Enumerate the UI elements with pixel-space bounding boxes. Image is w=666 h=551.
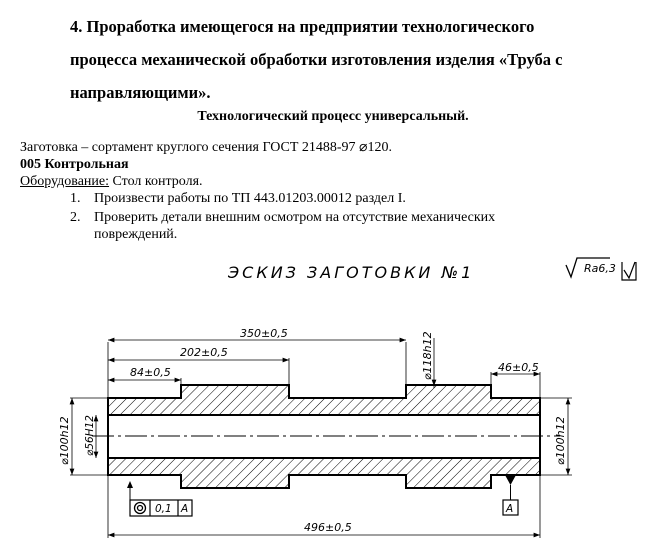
heading-line-1: 4. Проработка имеющегося на предприятии технологического bbox=[70, 17, 535, 36]
roughness-symbol bbox=[566, 258, 636, 280]
section-heading bbox=[70, 10, 660, 109]
dim-46: 46±0,5 bbox=[498, 361, 539, 374]
heading-line-3: направляющими». bbox=[70, 83, 211, 102]
step-2-number: 2. bbox=[70, 210, 81, 225]
dim-84: 84±0,5 bbox=[130, 366, 171, 379]
sketch-title: ЭСКИЗ ЗАГОТОВКИ №1 bbox=[228, 263, 475, 282]
datum-a-marker bbox=[503, 475, 518, 515]
dim-202: 202±0,5 bbox=[180, 346, 228, 359]
tolerance-datum: A bbox=[181, 503, 189, 515]
blank-description: Заготовка – сортамент круглого сечения ГОСТ 21488-97 ⌀120. bbox=[20, 140, 392, 155]
tolerance-value: 0,1 bbox=[155, 503, 172, 515]
heading-line-2: процесса механической обработки изготовления изделия «Труба с bbox=[70, 50, 563, 69]
dim-dia-100-right: ⌀100h12 bbox=[554, 416, 567, 465]
lower-wall-section bbox=[108, 458, 540, 488]
upper-wall-section bbox=[108, 385, 540, 415]
blank-sketch-drawing bbox=[0, 250, 666, 551]
step-2 bbox=[70, 210, 495, 226]
step-1-text: Произвести работы по ТП 443.01203.00012 раздел I. bbox=[94, 191, 406, 206]
step-2-text-line-1: Проверить детали внешним осмотром на отсутствие механических bbox=[94, 210, 496, 225]
dim-dia-118: ⌀118h12 bbox=[421, 331, 434, 380]
step-1 bbox=[70, 191, 406, 207]
equipment-label: Оборудование: bbox=[20, 174, 110, 189]
roughness-value: Ra6,3 bbox=[584, 262, 616, 275]
datum-label: A bbox=[506, 503, 514, 515]
dim-dia-56: ⌀56H12 bbox=[84, 415, 96, 456]
equipment-line bbox=[20, 174, 203, 190]
step-1-number: 1. bbox=[70, 191, 81, 206]
dim-dia-100-left: ⌀100h12 bbox=[58, 416, 71, 465]
operation-title: 005 Контрольная bbox=[20, 157, 129, 172]
equipment-value: Стол контроля. bbox=[109, 174, 203, 189]
process-subheading: Технологический процесс универсальный. bbox=[197, 109, 469, 124]
dim-350: 350±0,5 bbox=[240, 327, 288, 340]
dim-496: 496±0,5 bbox=[304, 521, 352, 534]
step-2-continuation: повреждений. bbox=[94, 227, 178, 242]
